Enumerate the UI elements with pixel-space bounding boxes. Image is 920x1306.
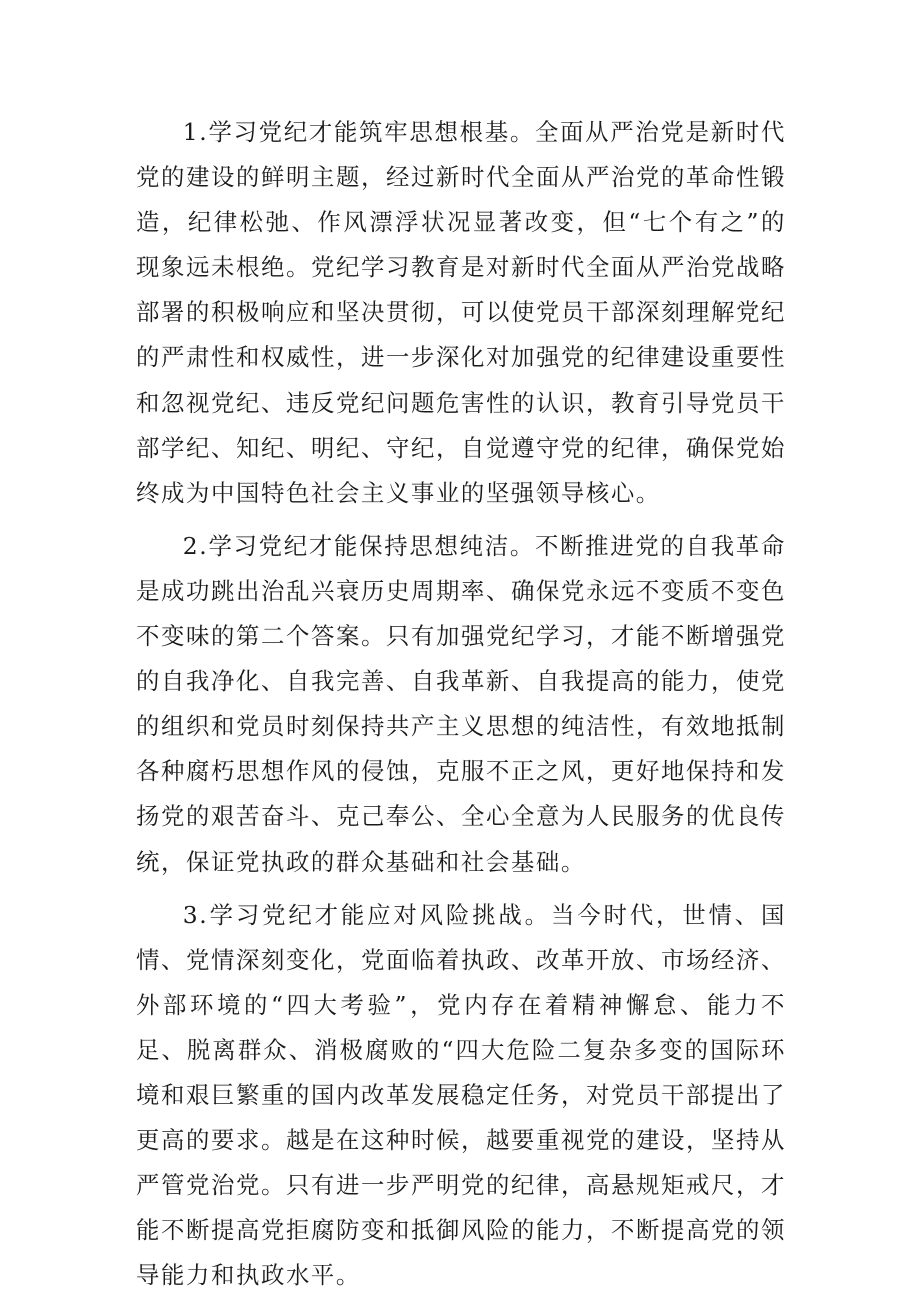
paragraph-2: 2.学习党纪才能保持思想纯洁。不断推进党的自我革命是成功跳出治乱兴衰历史周期率、确保党永远不变质不变色不变味的第二个答案。只有加强党纪学习，才能不断增强党的自我净化、自我完善、自我革新、自我提高的能力，使党的组织和党员时刻保持共产主义思想的纯洁性，有效地抵制各种腐朽思想作风的侵蚀，克服不正之风，更好地保持和发扬党的艰苦奋斗、克己奉公、全心全意为人民服务的优良传统，保证党执政的群众基础和社会基础。 [136,531,786,876]
paragraph-1: 1.学习党纪才能筑牢思想根基。全面从严治党是新时代党的建设的鲜明主题，经过新时代全面从严治党的革命性锻造，纪律松弛、作风漂浮状况显著改变，但“七个有之”的现象远未根绝。党纪学习教育是对新时代全面从严治党战略部署的积极响应和坚决贯彻，可以使党员干部深刻理解党纪的严肃性和权威性，进一步深化对加强党的纪律建设重要性和忽视党纪、违反党纪问题危害性的认识，教育引导党员干部学纪、知纪、明纪、守纪，自觉遵守党的纪律，确保党始终成为中国特色社会主义事业的坚强领导核心。 [136,118,786,507]
document-body [136,110,786,1306]
paragraph-3: 3.学习党纪才能应对风险挑战。当今时代，世情、国情、党情深刻变化，党面临着执政、改革开放、市场经济、外部环境的“四大考验”，党内存在着精神懈怠、能力不足、脱离群众、消极腐败的“四大危险二复杂多变的国际环境和艰巨繁重的国内改革发展稳定任务，对党员干部提出了更高的要求。越是在这种时候，越要重视党的建设，坚持从严管党治党。只有进一步严明党的纪律，高悬规矩戒尺，才能不断提高党拒腐防变和抵御风险的能力，不断提高党的领导能力和执政水平。 [136,900,786,1290]
